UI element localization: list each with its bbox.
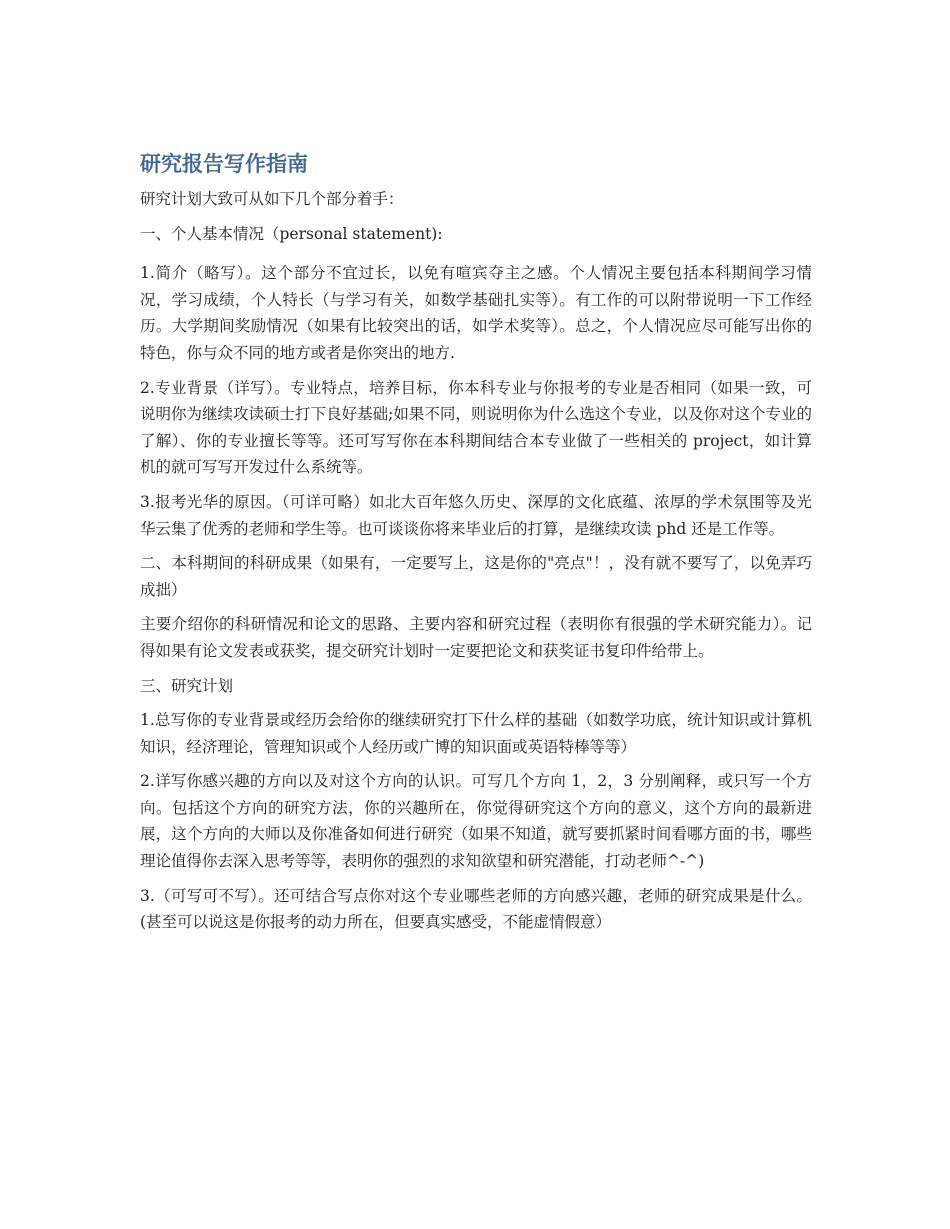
section-heading-personal: 一、个人基本情况（personal statement): <box>140 224 443 243</box>
paragraph-reason: 3.报考光华的原因。（可详可略）如北大百年悠久历史、深厚的文化底蕴、浓厚的学术氛围等及光华云集了优秀的老师和学生等。也可谈谈你将来毕业后的打算，是继续攻读 phd 还是工作等。 <box>140 492 812 538</box>
section-heading-research-results: 二、本科期间的科研成果（如果有，一定要写上，这是你的"亮点"！，没有就不要写了，以免弄巧成拙） <box>140 554 812 599</box>
paragraph-research-results: 主要介绍你的科研情况和论文的思路、主要内容和研究过程（表明你有很强的学术研究能力）。记得如果有论文发表或获奖，提交研究计划时一定要把论文和获奖证书复印件给带上。 <box>140 615 812 660</box>
section-heading-research-plan: 三、研究计划 <box>140 676 234 695</box>
paragraph-background: 2.专业背景（详写）。专业特点，培养目标，你本科专业与你报考的专业是否相同（如果一致，可说明你为继续攻读硕士打下良好基础;如果不同，则说明你为什么选这个专业，以及你对这个专业的了解）、你的专业擅长等等。还可写写你在本科期间结合本专业做了一些相关的 project，如计算机的就可写写开发过什么系统等。 <box>140 378 812 477</box>
paragraph-plan-direction: 2.详写你感兴趣的方向以及对这个方向的认识。可写几个方向 1，2，3 分别阐释，或只写一个方向。包括这个方向的研究方法，你的兴趣所在，你觉得研究这个方向的意义，这个方向的最新进展，这个方向的大师以及你准备如何进行研究（如果不知道，就写要抓紧时间看哪方面的书，哪些理论值得你去深入思考等等，表明你的强烈的求知欲望和研究潜能，打动老师^-^) <box>140 772 812 871</box>
paragraph-introduction: 1.简介（略写）。这个部分不宜过长，以免有喧宾夺主之感。个人情况主要包括本科期间学习情况，学习成绩，个人特长（与学习有关，如数学基础扎实等）。有工作的可以附带说明一下工作经历。大学期间奖励情况（如果有比较突出的话，如学术奖等）。总之，个人情况应尽可能写出你的特色，你与众不同的地方或者是你突出的地方. <box>140 264 812 362</box>
paragraph-plan-teachers: 3.（可写可不写）。还可结合写点你对这个专业哪些老师的方向感兴趣，老师的研究成果是什么。(甚至可以说这是你报考的动力所在，但要真实感受，不能虚情假意） <box>140 886 812 932</box>
intro-paragraph: 研究计划大致可从如下几个部分着手： <box>140 190 404 208</box>
document-title: 研究报告写作指南 <box>140 152 308 176</box>
document-page <box>140 148 812 944</box>
paragraph-plan-foundation: 1.总写你的专业背景或经历会给你的继续研究打下什么样的基础（如数学功底，统计知识或计算机知识，经济理论，管理知识或个人经历或广博的知识面或英语特棒等等） <box>140 711 812 756</box>
